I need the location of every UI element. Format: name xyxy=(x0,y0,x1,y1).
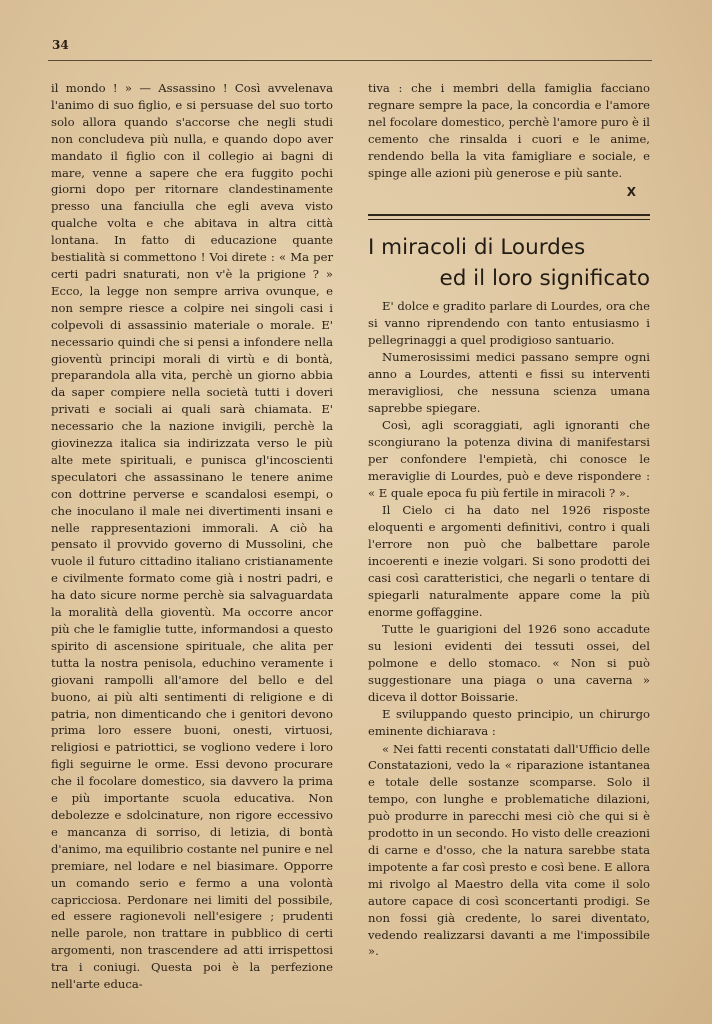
article-paragraph: Così, agli scoraggiati, agli ignoranti che scongiurano la potenza divina di manifestarsi per confondere l'empietà, chi conosce le meraviglie di Lourdes, può e deve rispondere : « E quale epoca fu più fertile in miracoli ? ». xyxy=(368,418,650,500)
article-paragraph: Numerosissimi medici passano sempre ogni anno a Lourdes, attenti e fissi su interventi meravigliosi, che nessuna scienza umana saprebbe spiegare. xyxy=(368,350,650,415)
left-paragraph: il mondo ! » — Assassino ! Così avvelenava l'animo di suo figlio, e si persuase del suo torto solo allora quando s'accorse che negli studi non concludeva più nulla, e quando dopo aver mandato il figlio con il collegio ai bagni di mare, venne a sapere che era fuggito pochi giorni dopo per ritornare clandestinamente presso una fanciulla che egli aveva visto qualche volta e che abitava in altra città lontana. In fatto di educazione quante bestialità si commettono ! Voi direte : « Ma per certi padri snaturati, non v'è la prigione ? » Ecco, la legge non sempre arriva ovunque, e non sempre riesce a colpire nei singoli casi i colpevoli di assassinio materiale o morale. E' necessario quindi che si pensi a infondere nella gioventù principi morali di virtù e di bontà, preparandola alla vita, perchè un giorno abbia da saper compiere nella società tutti i doveri privati e sociali ai quali sarà chiamata. E' necessario che la nazione invigili, perchè la giovinezza italica sia indirizzata verso le più alte mete spirituali, e punisca gl'incoscienti speculatori che assassinano le tenere anime con dottrine perverse e scandalosi esempi, o che inoculano il male nei divertimenti insani e nelle rappresentazioni immorali. A ciò ha pensato il provvido governo di Mussolini, che vuole il futuro cittadino italiano cristianamente e civilmente formato come già i nostri padri, e ha dato sicure norme perchè sia salvaguardata la moralità della gioventù. Ma occorre ancor più che le famiglie tutte, informandosi a questo spirito di ascensione spirituale, che alita per tutta la nostra penisola, educhino veramente i giovani rampolli all'amore del bello e del buono, ai più alti sentimenti di religione e di patria, non dimenticando che i genitori devono prima loro essere buoni, onesti, virtuosi, religiosi e patriottici, se vogliono vedere i loro figli seguirne le orme. Essi devono procurare che il focolare domestico, sia davvero la prima e più importante scuola educativa. Non debolezze e sdolcinature, non rigore eccessivo e mancanza di sorriso, di letizia, di bontà d'animo, ma equilibrio costante nel punire e nel premiare, nel lodare e nel biasimare. Opporre un comando serio e fermo a una volontà capricciosa. Perdonare nei limiti del possibile, ed essere ragionevoli nell'esigere ; prudenti nelle parole, non trattare in pubblico di certi argomenti, non trascendere ad atti irrispettosi tra i coniugi. Questa poi è la perfezione nell'arte educa- xyxy=(51,81,333,992)
article-title xyxy=(368,232,650,294)
article-title-line-2: ed il loro significato xyxy=(439,266,650,291)
article-end-mark: X xyxy=(626,185,636,200)
article-paragraph: E' dolce e gradito parlare di Lourdes, ora che si vanno riprendendo con tanto entusiasmo i pellegrinaggi a quel prodigioso santuario. xyxy=(368,299,650,347)
right-column-continuation xyxy=(368,80,650,201)
article-paragraph: Il Cielo ci ha dato nel 1926 risposte eloquenti e argomenti definitivi, contro i quali l'errore non può che balbettare parole incoerenti e inezie volgari. Si sono prodotti dei casi così caratteristici, che negarli o tentare di spiegarli naturalmente appare come la più enorme goffaggine. xyxy=(368,503,650,619)
article-paragraph: Tutte le guarigioni del 1926 sono accadute su lesioni evidenti dei tessuti ossei, del polmone e dello stomaco. « Non si può suggestionare una piaga o una caverna » diceva il dottor Boissarie. xyxy=(368,622,650,704)
continuation-paragraph: tiva : che i membri della famiglia facciano regnare sempre la pace, la concordia e l'amore nel focolare domestico, perchè l'amore puro è il cemento che rinsalda i cuori e le anime, rendendo bella la vita famigliare e sociale, e spinge alle azioni più generose e più sante. xyxy=(368,81,650,180)
article-title-line-1: I miracoli di Lourdes xyxy=(368,235,586,260)
left-column xyxy=(51,80,333,993)
article-paragraph: E sviluppando questo principio, un chirurgo eminente dichiarava : xyxy=(368,707,650,739)
article-paragraph: « Nei fatti recenti constatati dall'Ufficio delle Constatazioni, vedo la « riparazione istantanea e totale delle sostanze scomparse. Solo il tempo, con lunghe e problematiche dilazioni, può produrre in parecchi mesi ciò che qui si è prodotto in un secondo. Ho visto delle creazioni di carne e d'osso, che la natura sarebbe stata impotente a far così presto e così bene. E allora mi rivolgo al Maestro della vita come il solo autore capace di così sconcertanti prodigi. Se non fossi già credente, lo sarei diventato, vedendo realizzarsi davanti a me l'impossibile ». xyxy=(368,741,650,959)
article-body xyxy=(368,298,650,961)
header-rule xyxy=(48,60,652,61)
article-divider xyxy=(368,214,650,220)
page-number: 34 xyxy=(52,38,69,52)
